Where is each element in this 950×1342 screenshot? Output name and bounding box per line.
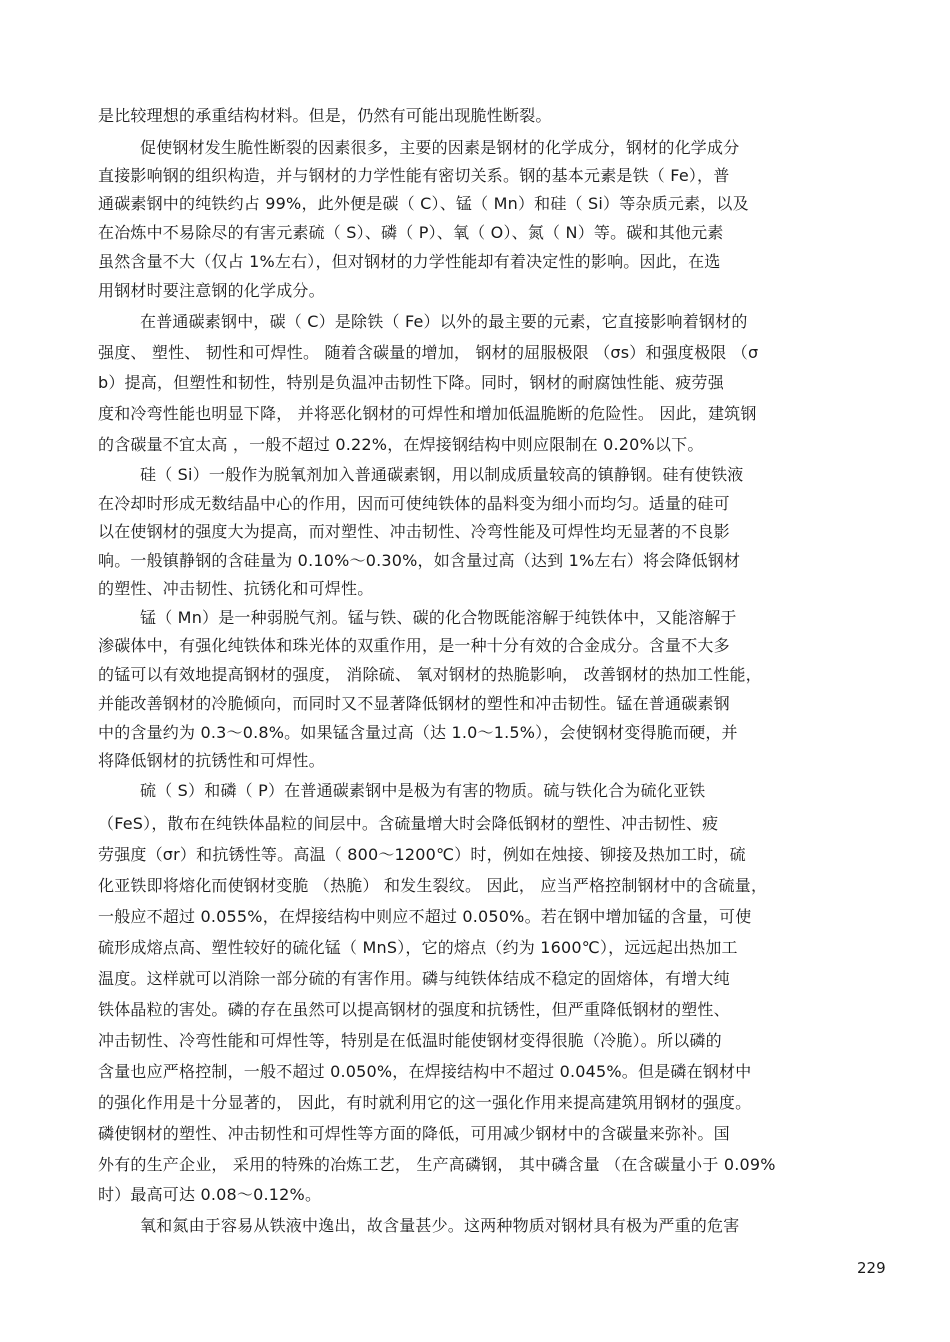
text-line: 以在使钢材的强度大为提高，而对塑性、冲击韧性、冷弯性能及可焊性均无显著的不良影 [98,522,730,541]
text-line: 响。一般镇静钢的含硅量为 0.10%～0.30%，如含量过高（达到 1%左右）将会降低钢材 [98,551,741,570]
page-number: 229 [857,1259,886,1277]
text-line: 用钢材时要注意钢的化学成分。 [98,281,325,300]
text-line: 直接影响钢的组织构造，并与钢材的力学性能有密切关系。钢的基本元素是铁（ Fe），普 [98,166,730,185]
text-line: 在冷却时形成无数结晶中心的作用，因而可使纯铁体的晶料变为细小而均匀。适量的硅可 [98,494,730,513]
text-line: 外有的生产企业， 采用的特殊的冶炼工艺， 生产高磷钢， 其中磷含量 （在含碳量小于 0.09% [98,1155,776,1174]
text-line: 含量也应严格控制，一般不超过 0.050%，在焊接结构中不超过 0.045%。但是磷在钢材中 [98,1062,752,1081]
text-line: （FeS），散布在纯铁体晶粒的间层中。含硫量增大时会降低钢材的塑性、冲击韧性、疲 [98,814,719,833]
text-line: 冲击韧性、冷弯性能和可焊性等，特别是在低温时能使钢材变得很脆（冷脆）。所以磷的 [98,1031,722,1050]
text-line: 的塑性、冲击韧性、抗锈化和可焊性。 [98,579,374,598]
text-line: 是比较理想的承重结构材料。但是，仍然有可能出现脆性断裂。 [98,106,552,125]
text-line: 强度、 塑性、 韧性和可焊性。 随着含碳量的增加， 钢材的屈服极限 （σs）和强度极限 （σ [98,343,759,362]
text-line: 劳强度（σr）和抗锈性等。高温（ 800～1200℃）时，例如在烛接、铆接及热加工时，硫 [98,845,746,864]
text-line: 铁体晶粒的害处。磷的存在虽然可以提高钢材的强度和抗锈性，但严重降低钢材的塑性、 [98,1000,730,1019]
text-line: 的锰可以有效地提高钢材的强度， 消除硫、 氧对钢材的热脆影响， 改善钢材的热加工性能， [98,665,762,684]
text-line: 在冶炼中不易除尽的有害元素硫（ S）、磷（ P）、氧（ O）、氮（ N）等。碳和其他元素 [98,223,724,242]
text-line: 一般应不超过 0.055%，在焊接结构中则应不超过 0.050%。若在钢中增加锰的含量，可使 [98,907,752,926]
text-line: 氧和氮由于容易从铁液中逸出，故含量甚少。这两种物质对钢材具有极为严重的危害 [140,1216,740,1235]
text-line: b）提高，但塑性和韧性，特别是负温冲击韧性下降。同时，钢材的耐腐蚀性能、疲劳强 [98,373,724,392]
text-line: 渗碳体中，有强化纯铁体和珠光体的双重作用，是一种十分有效的合金成分。含量不大多 [98,636,730,655]
text-line: 时）最高可达 0.08～0.12%。 [98,1185,322,1204]
text-line: 化亚铁即将熔化而使钢材变脆 （热脆） 和发生裂纹。 因此， 应当严格控制钢材中的含硫量， [98,876,768,895]
text-line: 虽然含量不大（仅占 1%左右），但对钢材的力学性能却有着决定性的影响。因此，在选 [98,252,721,271]
text-line: 并能改善钢材的冷脆倾向，而同时又不显著降低钢材的塑性和冲击韧性。锰在普通碳素钢 [98,694,730,713]
text-line: 通碳素钢中的纯铁约占 99%，此外便是碳（ C）、锰（ Mn）和硅（ Si）等杂质元素，以及 [98,194,749,213]
text-line: 硫（ S）和磷（ P）在普通碳素钢中是极为有害的物质。硫与铁化合为硫化亚铁 [140,781,706,800]
text-line: 磷使钢材的塑性、冲击韧性和可焊性等方面的降低，可用减少钢材中的含碳量来弥补。国 [98,1124,730,1143]
text-line: 在普通碳素钢中，碳（ C）是除铁（ Fe）以外的最主要的元素，它直接影响着钢材的 [140,312,748,331]
text-line: 的含碳量不宜太高 ，一般不超过 0.22%，在焊接钢结构中则应限制在 0.20%以下。 [98,435,704,454]
text-line: 硅（ Si）一般作为脱氧剂加入普通碳素钢，用以制成质量较高的镇静钢。硅有使铁液 [140,465,744,484]
text-line: 硫形成熔点高、塑性较好的硫化锰（ MnS），它的熔点（约为 1600℃），远远起出热加工 [98,938,738,957]
text-line: 锰（ Mn）是一种弱脱气剂。锰与铁、碳的化合物既能溶解于纯铁体中，又能溶解于 [140,608,737,627]
text-line: 促使钢材发生脆性断裂的因素很多，主要的因素是钢材的化学成分，钢材的化学成分 [140,138,740,157]
text-line: 的强化作用是十分显著的， 因此，有时就利用它的这一强化作用来提高建筑用钢材的强度。 [98,1093,752,1112]
text-line: 温度。这样就可以消除一部分硫的有害作用。磷与纯铁体结成不稳定的固熔体，有增大纯 [98,969,730,988]
text-line: 度和冷弯性能也明显下降， 并将恶化钢材的可焊性和增加低温脆断的危险性。 因此，建筑钢 [98,404,757,423]
text-line: 中的含量约为 0.3～0.8%。如果锰含量过高（达 1.0～1.5%），会使钢材变得脆而硬，并 [98,723,738,742]
text-line: 将降低钢材的抗锈性和可焊性。 [98,751,325,770]
